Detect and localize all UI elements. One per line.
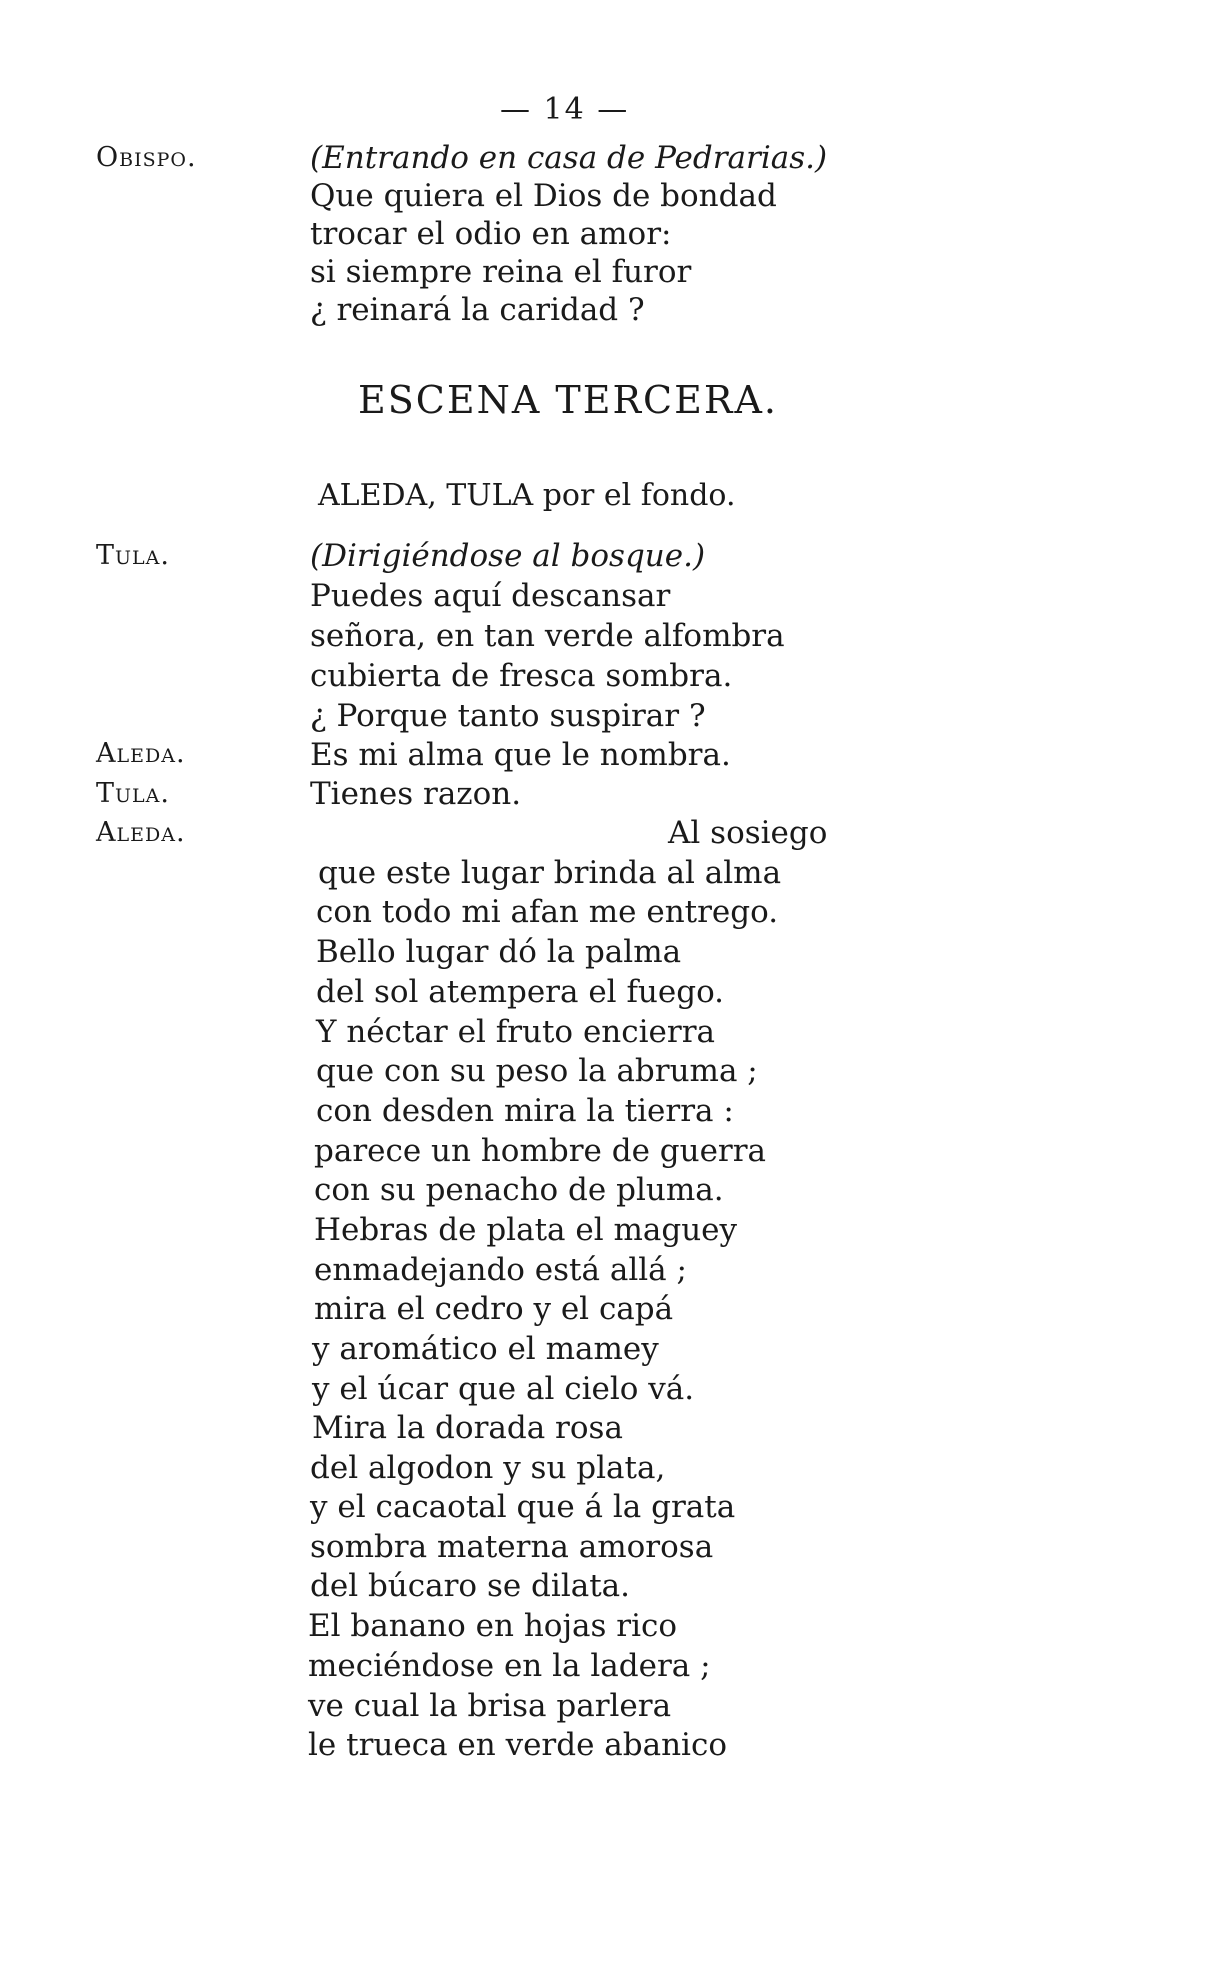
stage-direction-entrando: (Entrando en casa de Pedrarias.) [310, 140, 828, 176]
verse-line: Al sosiego [668, 815, 828, 851]
verse-line: ¿ reinará la caridad ? [310, 292, 645, 328]
verse-line: le trueca en verde abanico [308, 1727, 727, 1763]
verse-line: Puedes aquí descansar [310, 578, 671, 614]
verse-line: Bello lugar dó la palma [316, 934, 682, 970]
verse-line: Y néctar el fruto encierra [316, 1014, 716, 1050]
verse-line: trocar el odio en amor: [310, 216, 672, 252]
verse-line: con su penacho de pluma. [314, 1172, 724, 1208]
verse-line: con desden mira la tierra : [316, 1093, 734, 1129]
scene-title: ESCENA TERCERA. [358, 378, 779, 422]
speaker-tula: Tula. [96, 778, 170, 809]
stage-direction-dirigiendose: (Dirigiéndose al bosque.) [310, 538, 706, 574]
verse-line: sombra materna amorosa [310, 1529, 714, 1565]
verse-line: con todo mi afan me entrego. [316, 894, 779, 930]
speaker-aleda: Aleda. [96, 817, 186, 848]
verse-line: cubierta de fresca sombra. [310, 658, 733, 694]
verse-line: Mira la dorada rosa [312, 1410, 623, 1446]
verse-line: del búcaro se dilata. [310, 1568, 631, 1604]
verse-line: y aromático el mamey [312, 1331, 659, 1367]
scene-cast: ALEDA, TULA por el fondo. [318, 478, 736, 513]
verse-line: y el cacaotal que á la grata [310, 1489, 736, 1525]
speaker-tula: Tula. [96, 540, 170, 571]
page-number: — 14 — [500, 92, 630, 127]
verse-line: meciéndose en la ladera ; [308, 1648, 711, 1684]
verse-line: Es mi alma que le nombra. [310, 737, 731, 773]
verse-line: que este lugar brinda al alma [318, 855, 782, 891]
verse-line: El banano en hojas rico [308, 1608, 678, 1644]
verse-line: parece un hombre de guerra [314, 1133, 767, 1169]
verse-line: mira el cedro y el capá [314, 1291, 674, 1327]
verse-line: y el úcar que al cielo vá. [312, 1371, 695, 1407]
verse-line: ve cual la brisa parlera [308, 1688, 672, 1724]
verse-line: señora, en tan verde alfombra [310, 618, 785, 654]
verse-line: Que quiera el Dios de bondad [310, 178, 777, 214]
verse-line: Hebras de plata el maguey [314, 1212, 738, 1248]
speaker-aleda: Aleda. [96, 738, 186, 769]
verse-line: enmadejando está allá ; [314, 1252, 687, 1288]
verse-line: ¿ Porque tanto suspirar ? [310, 698, 706, 734]
verse-line: si siempre reina el furor [310, 254, 692, 290]
speaker-obispo: Obispo. [96, 142, 197, 173]
verse-line: Tienes razon. [310, 776, 522, 812]
verse-line: del sol atempera el fuego. [316, 974, 725, 1010]
verse-line: del algodon y su plata, [310, 1450, 666, 1486]
verse-line: que con su peso la abruma ; [316, 1053, 758, 1089]
